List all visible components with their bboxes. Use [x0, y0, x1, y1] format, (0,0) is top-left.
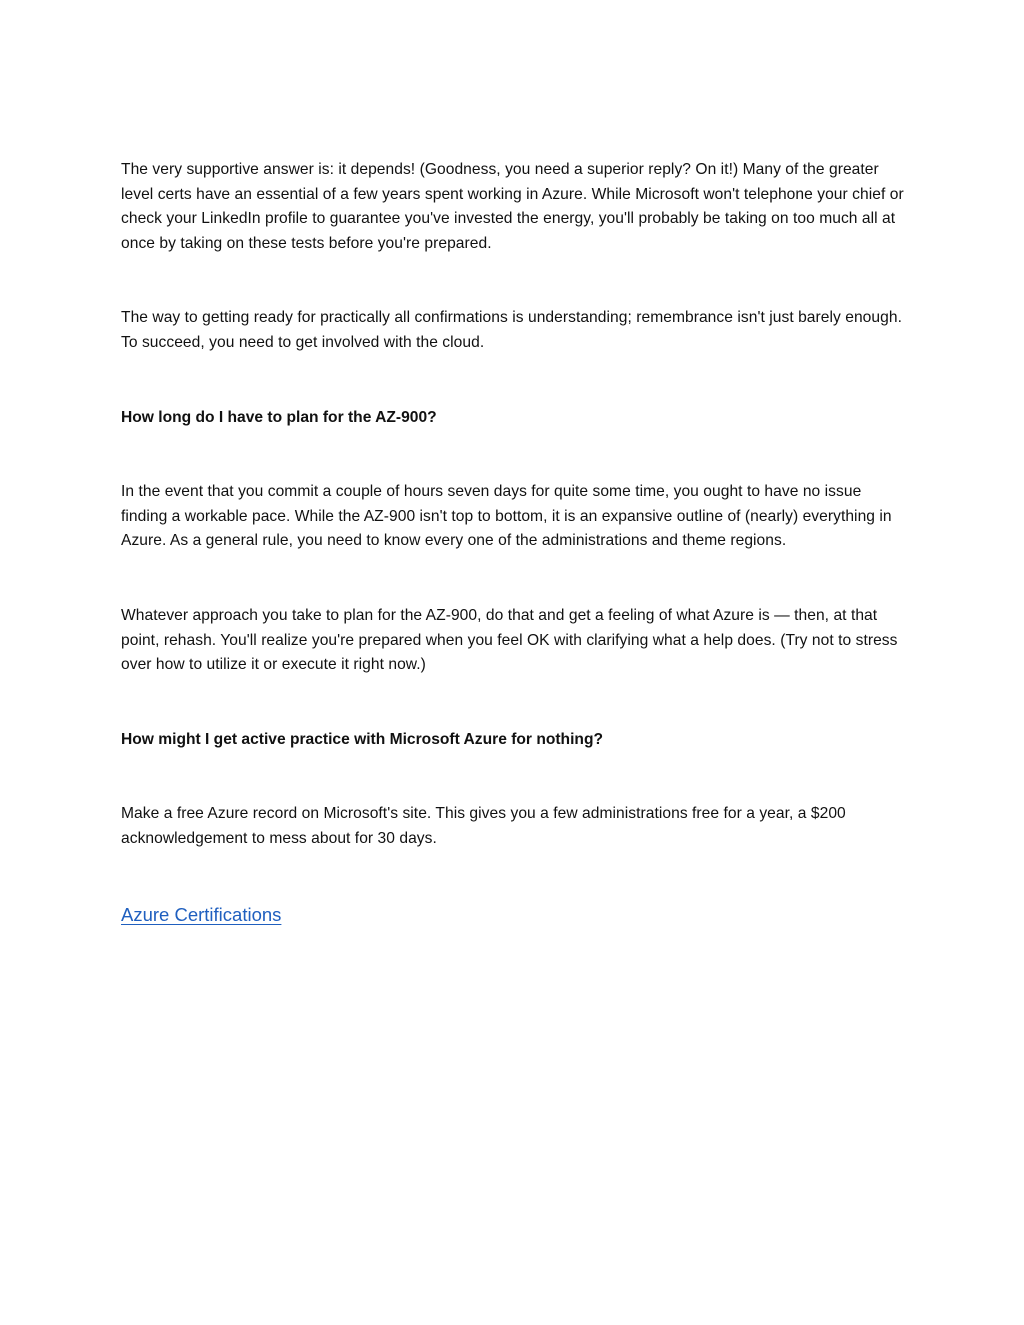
spacer: [121, 678, 911, 728]
paragraph-approach: Whatever approach you take to plan for the AZ-900, do that and get a feeling of what Azure is — then, at that point, rehash. You'll realize you're prepared when you feel OK with clarifying what a help does. (Try not to stress over how to utilize it or execute it right now.): [121, 606, 898, 674]
heading-how-long-to-plan: How long do I have to plan for the AZ-900?: [121, 408, 437, 426]
spacer: [121, 430, 911, 480]
document-body: [121, 158, 911, 928]
spacer: [121, 752, 911, 802]
paragraph-understanding: The way to getting ready for practically all confirmations is understanding; remembrance isn't just barely enough. To succeed, you need to get involved with the cloud.: [121, 309, 902, 351]
heading-active-practice: How might I get active practice with Microsoft Azure for nothing?: [121, 730, 603, 748]
spacer: [121, 554, 911, 604]
paragraph-workable-pace: In the event that you commit a couple of hours seven days for quite some time, you ought to have no issue finding a workable pace. While the AZ-900 isn't top to bottom, it is an expansive outline of (nearly) everything in Azure. As a general rule, you need to know every one of the administrations and theme regions.: [121, 483, 892, 550]
spacer: [121, 852, 911, 902]
paragraph-depends-answer: The very supportive answer is: it depends! (Goodness, you need a superior reply? On it!) Many of the greater level certs have an essential of a few years spent working in Azure. While Microsoft won't telephone your chief or check your LinkedIn profile to guarantee you've invested the energy, you'll probably be taking on too much all at once by taking on these tests before you're prepared.: [121, 161, 904, 252]
paragraph-free-account: Make a free Azure record on Microsoft's site. This gives you a few administrations free for a year, a $200 acknowledgement to mess about for 30 days.: [121, 805, 846, 847]
spacer: [121, 256, 911, 306]
azure-certifications-link[interactable]: Azure Certifications: [121, 903, 282, 925]
spacer: [121, 356, 911, 406]
